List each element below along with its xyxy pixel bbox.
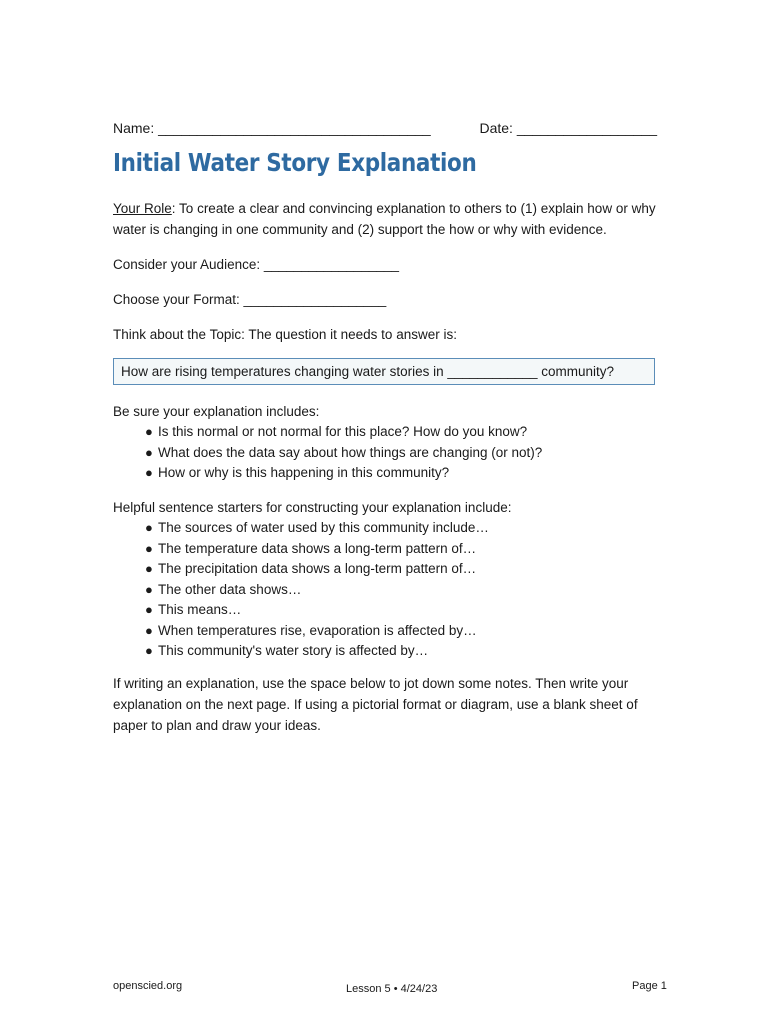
page-title: Initial Water Story Explanation xyxy=(113,148,477,177)
writing-note: If writing an explanation, use the space below to jot down some notes. Then write your explanation on the next page. If using a pictorial format or diagram, use a blank sheet of paper to plan and draw your ideas. xyxy=(113,676,638,733)
bullet-icon: ● xyxy=(145,540,153,556)
role-paragraph xyxy=(113,198,657,240)
list-item-text: How or why is this happening in this community? xyxy=(158,465,450,480)
bullet-icon: ● xyxy=(145,622,153,638)
format-field[interactable]: Choose your Format: ___________________ xyxy=(113,292,387,307)
list-item-text: The sources of water used by this community include… xyxy=(158,520,489,535)
starters-section xyxy=(113,497,657,662)
list-item xyxy=(145,641,657,662)
list-item xyxy=(145,443,657,464)
list-item-text: The other data shows… xyxy=(158,581,302,597)
starters-list xyxy=(113,518,657,662)
bullet-icon: ● xyxy=(145,581,153,597)
footer-site: openscied.org xyxy=(113,980,183,992)
list-item xyxy=(145,539,657,560)
includes-section xyxy=(113,401,657,484)
bullet-icon: ● xyxy=(145,424,153,439)
list-item xyxy=(145,518,657,539)
role-text: : To create a clear and convincing explanation to others to (1) explain how or why water is changing in one community and (2) support the how or why with evidence. xyxy=(113,201,656,237)
footer-page-number: Page 1 xyxy=(632,980,667,992)
bullet-icon: ● xyxy=(145,444,153,460)
bullet-icon: ● xyxy=(145,643,153,658)
starters-heading: Helpful sentence starters for constructing your explanation include: xyxy=(113,500,512,515)
list-item xyxy=(145,463,657,484)
list-item xyxy=(145,600,657,621)
role-label: Your Role xyxy=(113,201,172,216)
list-item-text: When temperatures rise, evaporation is affected by… xyxy=(158,622,477,638)
list-item-text: What does the data say about how things are changing (or not)? xyxy=(158,444,543,460)
list-item-text: This means… xyxy=(158,602,242,617)
date-field[interactable]: Date: __________________ xyxy=(479,120,657,136)
list-item xyxy=(145,422,657,443)
list-item-text: Is this normal or not normal for this place? How do you know? xyxy=(158,424,528,439)
name-date-row xyxy=(113,118,657,139)
topic-text: Think about the Topic: The question it needs to answer is: xyxy=(113,327,457,342)
bullet-icon: ● xyxy=(145,602,153,617)
list-item xyxy=(145,580,657,601)
question-box: How are rising temperatures changing water stories in ____________ community? xyxy=(113,358,655,385)
list-item xyxy=(145,559,657,580)
bullet-icon: ● xyxy=(145,561,153,576)
includes-list xyxy=(113,422,657,484)
list-item-text: The precipitation data shows a long-term pattern of… xyxy=(158,561,477,576)
bullet-icon: ● xyxy=(145,465,153,480)
list-item xyxy=(145,621,657,642)
name-field[interactable]: Name: ___________________________________ xyxy=(113,120,431,136)
bullet-icon: ● xyxy=(145,520,153,535)
audience-field[interactable]: Consider your Audience: __________________ xyxy=(113,257,399,272)
list-item-text: The temperature data shows a long-term pattern of… xyxy=(158,540,477,556)
footer-lesson: Lesson 5 • 4/24/23 xyxy=(346,983,438,995)
list-item-text: This community's water story is affected by… xyxy=(158,643,429,658)
includes-heading: Be sure your explanation includes: xyxy=(113,404,320,419)
